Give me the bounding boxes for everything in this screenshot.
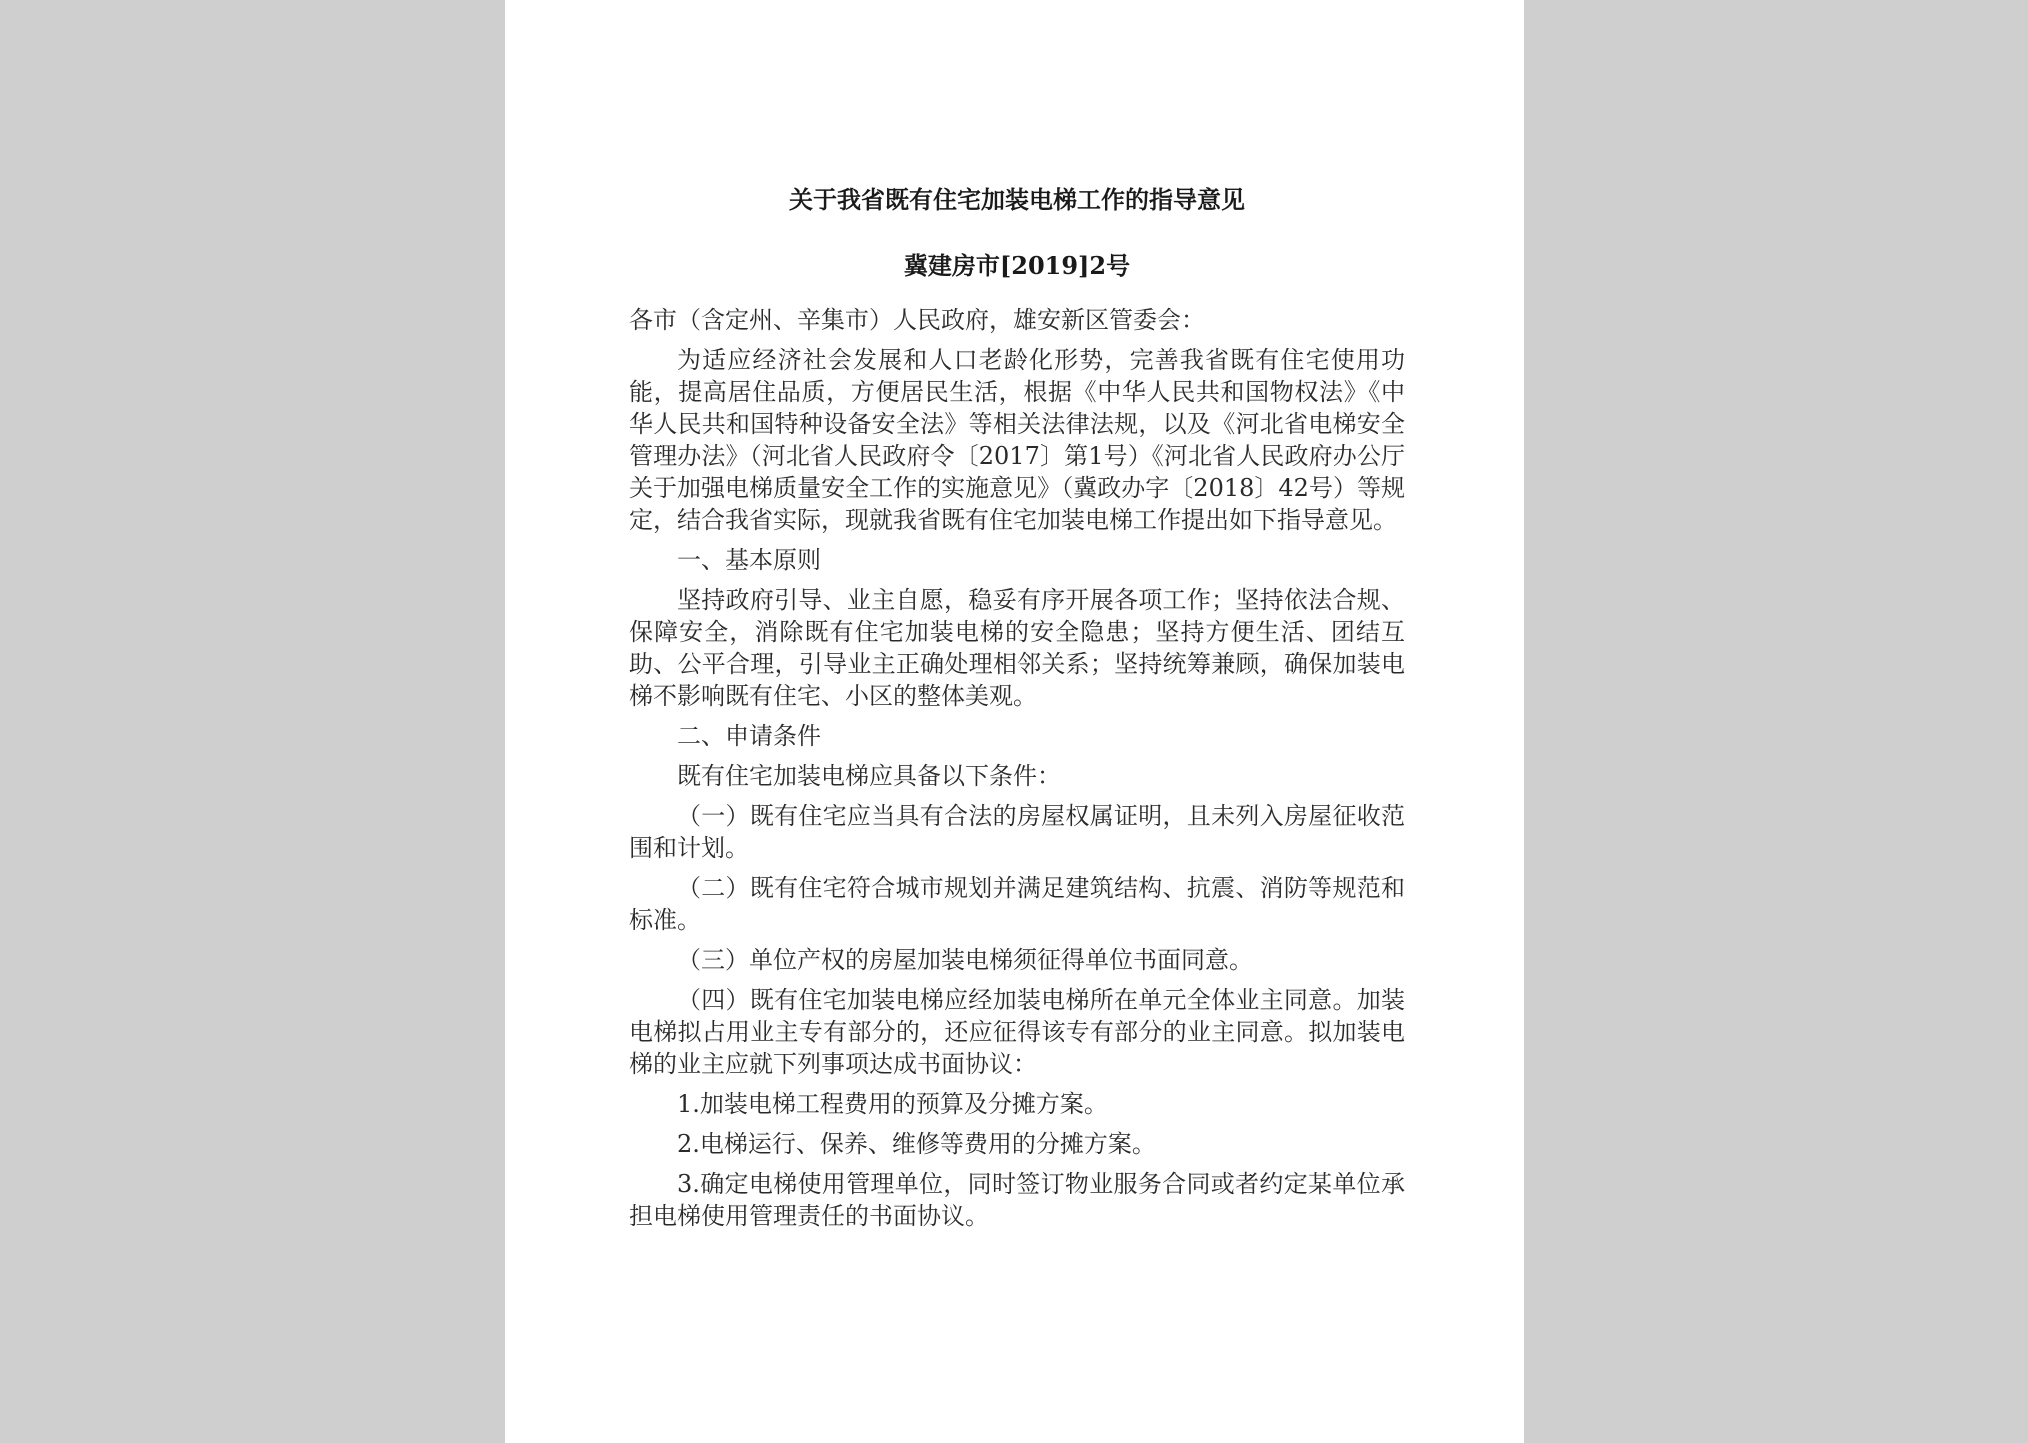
document-title: 关于我省既有住宅加装电梯工作的指导意见	[789, 185, 1245, 214]
conditions-intro: 既有住宅加装电梯应具备以下条件：	[677, 762, 1061, 790]
intro-paragraph: 为适应经济社会发展和人口老龄化形势，完善我省既有住宅使用功能，提高居住品质，方便居民生活，根据《中华人民共和国物权法》《中华人民共和国特种设备安全法》等相关法律法规，以及《河北省电梯安全管理办法》（河北省人民政府令〔2017〕第1号）《河北省人民政府办公厅关于加强电梯质量安全工作的实施意见》（冀政办字〔2018〕42号）等规定，结合我省实际，现就我省既有住宅加装电梯工作提出如下指导意见。	[629, 346, 1405, 534]
agreement-item-2: 2.电梯运行、保养、维修等费用的分摊方案。	[677, 1130, 1156, 1158]
salutation: 各市（含定州、辛集市）人民政府，雄安新区管委会：	[629, 306, 1205, 334]
document-number: 冀建房市[2019]2号	[903, 251, 1131, 280]
condition-4: （四）既有住宅加装电梯应经加装电梯所在单元全体业主同意。加装电梯拟占用业主专有部分的，还应征得该专有部分的业主同意。拟加装电梯的业主应就下列事项达成书面协议：	[629, 986, 1405, 1078]
condition-2: （二）既有住宅符合城市规划并满足建筑结构、抗震、消防等规范和标准。	[629, 874, 1405, 934]
agreement-item-3: 3.确定电梯使用管理单位，同时签订物业服务合同或者约定某单位承担电梯使用管理责任的书面协议。	[629, 1170, 1405, 1230]
section-heading-conditions: 二、申请条件	[677, 722, 821, 750]
condition-1: （一）既有住宅应当具有合法的房屋权属证明，且未列入房屋征收范围和计划。	[629, 802, 1405, 862]
agreement-item-1: 1.加装电梯工程费用的预算及分摊方案。	[677, 1090, 1108, 1118]
condition-3: （三）单位产权的房屋加装电梯须征得单位书面同意。	[677, 946, 1253, 974]
document-page	[505, 0, 1524, 1443]
principles-paragraph: 坚持政府引导、业主自愿，稳妥有序开展各项工作；坚持依法合规、保障安全，消除既有住宅加装电梯的安全隐患；坚持方便生活、团结互助、公平合理，引导业主正确处理相邻关系；坚持统筹兼顾，确保加装电梯不影响既有住宅、小区的整体美观。	[629, 586, 1405, 710]
section-heading-principles: 一、基本原则	[677, 546, 821, 574]
document-content	[629, 180, 1405, 1240]
